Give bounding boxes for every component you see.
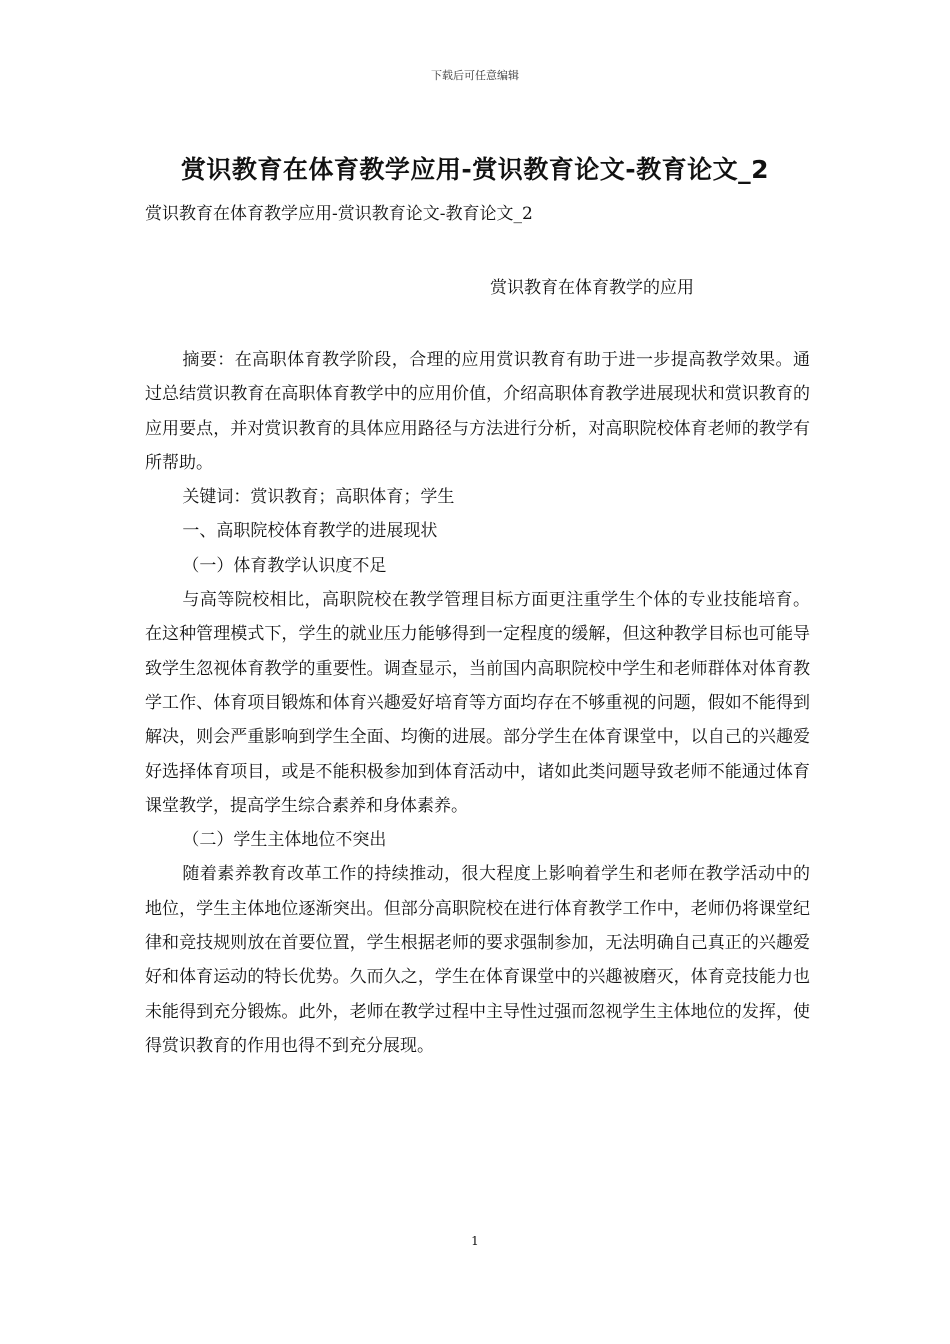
document-body (145, 343, 810, 1063)
body-paragraph: 与高等院校相比，高职院校在教学管理目标方面更注重学生个体的专业技能培育。在这种管理模式下，学生的就业压力能够得到一定程度的缓解，但这种教学目标也可能导致学生忽视体育教学的重要性。调查显示，当前国内高职院校中学生和老师群体对体育教学工作、体育项目锻炼和体育兴趣爱好培育等方面均存在不够重视的问题，假如不能得到解决，则会严重影响到学生全面、均衡的进展。部分学生在体育课堂中，以自己的兴趣爱好选择体育项目，或是不能积极参加到体育活动中，诸如此类问题导致老师不能通过体育课堂教学，提高学生综合素养和身体素养。 (145, 590, 810, 816)
page-number: 1 (471, 1234, 479, 1248)
page-header: 下载后可任意编辑 (431, 69, 519, 82)
abstract-paragraph: 摘要：在高职体育教学阶段，合理的应用赏识教育有助于进一步提高教学效果。通过总结赏识教育在高职体育教学中的应用价值，介绍高职体育教学进展现状和赏识教育的应用要点，并对赏识教育的具体应用路径与方法进行分析，对高职院校体育老师的教学有所帮助。 (145, 350, 810, 473)
document-subtitle: 赏识教育在体育教学应用-赏识教育论文-教育论文_2 (145, 204, 533, 224)
document-title: 赏识教育在体育教学应用-赏识教育论文-教育论文_2 (180, 155, 770, 184)
article-title: 赏识教育在体育教学的应用 (490, 278, 694, 298)
body-paragraph: 随着素养教育改革工作的持续推动，很大程度上影响着学生和老师在教学活动中的地位，学生主体地位逐渐突出。但部分高职院校在进行体育教学工作中，老师仍将课堂纪律和竞技规则放在首要位置，学生根据老师的要求强制参加，无法明确自己真正的兴趣爱好和体育运动的特长优势。久而久之，学生在体育课堂中的兴趣被磨灭，体育竞技能力也未能得到充分锻炼。此外，老师在教学过程中主导性过强而忽视学生主体地位的发挥，使得赏识教育的作用也得不到充分展现。 (145, 864, 810, 1056)
keywords-paragraph: 关键词：赏识教育；高职体育；学生 (182, 487, 455, 508)
subsection-heading: （二）学生主体地位不突出 (182, 830, 387, 851)
subsection-heading: （一）体育教学认识度不足 (182, 555, 387, 576)
section-heading: 一、高职院校体育教学的进展现状 (182, 521, 438, 542)
